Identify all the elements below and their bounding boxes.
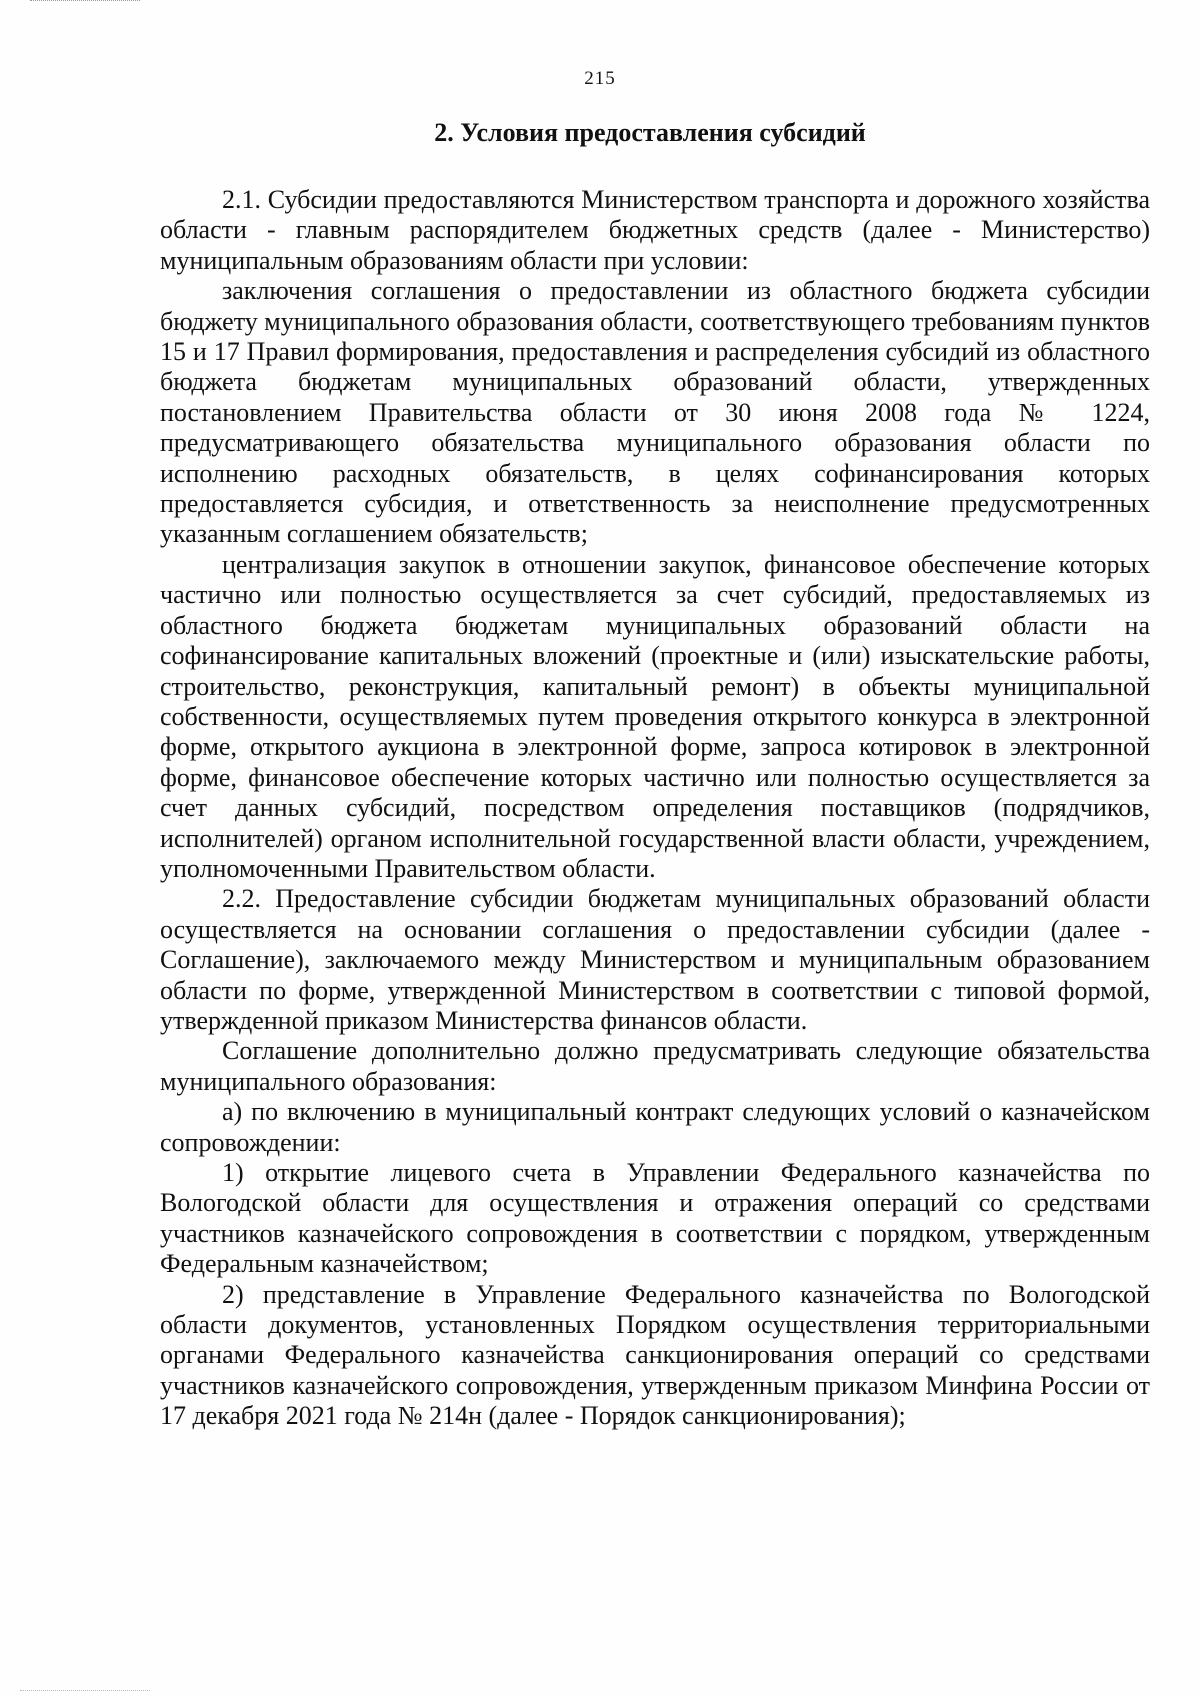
paragraph-item-a: а) по включению в муниципальный контракт следующих условий о казначейском сопровождении:	[160, 1097, 1150, 1157]
paragraph-agreement-obligations: Соглашение дополнительно должно предусматривать следующие обязательства муниципального образования:	[160, 1036, 1150, 1096]
paragraph-item-2: 2) представление в Управление Федерального казначейства по Вологодской области документов, установленных Порядком осуществления территориальными органами Федерального казначейства санкционирования операций со средствами участников казначейского сопровождения, утвержденным приказом Минфина России от 17 декабря 2021 года № 214н (далее - Порядок санкционирования);	[160, 1279, 1150, 1431]
paragraph-2-2: 2.2. Предоставление субсидии бюджетам муниципальных образований области осуществляется на основании соглашения о предоставлении субсидии (далее - Соглашение), заключаемого между Министерством и муниципальным образованием области по форме, утвержденной Министерством в соответствии с типовой формой, утвержденной приказом Министерства финансов области.	[160, 884, 1150, 1035]
paragraph-2-1: 2.1. Субсидии предоставляются Министерством транспорта и дорожного хозяйства области - главным распорядителем бюджетных средств (далее - Министерство) муниципальным образованиям области при условии:	[160, 185, 1150, 275]
paragraph-item-1: 1) открытие лицевого счета в Управлении Федерального казначейства по Вологодской области для осуществления и отражения операций со средствами участников казначейского сопровождения в соответствии с порядком, утвержденным Федеральным казначейством;	[160, 1158, 1150, 1279]
section-title: 2. Условия предоставления субсидий	[434, 118, 866, 147]
scan-artifact-top	[30, 0, 140, 4]
paragraph-agreement-condition: заключения соглашения о предоставлении из областного бюджета субсидии бюджету муниципального образования области, соответствующего требованиям пунктов 15 и 17 Правил формирования, предоставления и распределения субсидий из областного бюджета бюджетам муниципальных образований области, утвержденных постановлением Правительства области от 30 июня 2008 года № 1224, предусматривающего обязательства муниципального образования области по исполнению расходных обязательств, в целях софинансирования которых предоставляется субсидия, и ответственность за неисполнение предусмотренных указанным соглашением обязательств;	[160, 276, 1150, 549]
scan-artifact-bottom	[20, 1687, 150, 1691]
page-number: 215	[584, 68, 616, 89]
document-body	[160, 185, 1150, 1432]
paragraph-procurement-centralization: централизация закупок в отношении закупок, финансовое обеспечение которых частично или полностью осуществляется за счет субсидий, предоставляемых из областного бюджета бюджетам муниципальных образований области на софинансирование капитальных вложений (проектные и (или) изыскательские работы, строительство, реконструкция, капитальный ремонт) в объекты муниципальной собственности, осуществляемых путем проведения открытого конкурса в электронной форме, открытого аукциона в электронной форме, запроса котировок в электронной форме, финансовое обеспечение которых частично или полностью осуществляется за счет данных субсидий, посредством определения поставщиков (подрядчиков, исполнителей) органом исполнительной государственной власти области, учреждением, уполномоченными Правительством области.	[160, 549, 1150, 883]
